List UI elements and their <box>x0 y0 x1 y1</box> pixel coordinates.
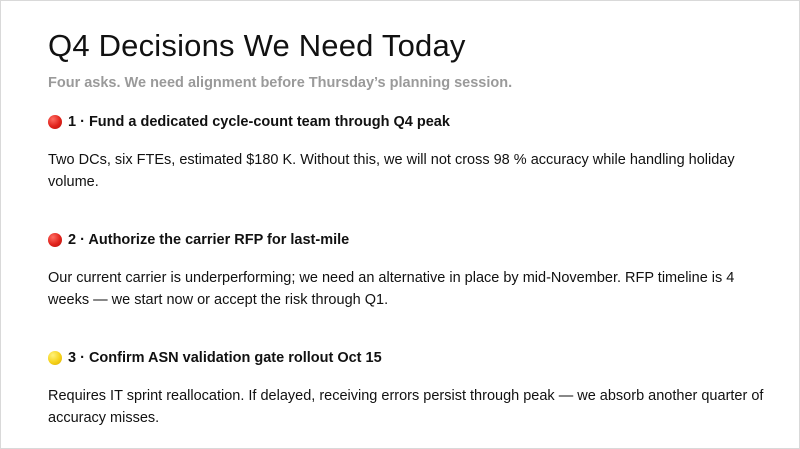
decision-item-3 <box>48 348 768 429</box>
yellow-circle-icon <box>48 351 62 365</box>
decision-header <box>48 230 768 250</box>
slide-subtitle: Four asks. We need alignment before Thursday’s planning session. <box>48 75 513 91</box>
decision-heading: 3 · Confirm ASN validation gate rollout Oct 15 <box>68 350 382 366</box>
decision-body: Our current carrier is underperforming; we need an alternative in place by mid-November. RFP timeline is 4 weeks — we start now or accept the risk through Q1. <box>48 270 735 308</box>
decision-header <box>48 348 768 368</box>
decision-header <box>48 112 768 132</box>
decision-item-1 <box>48 112 768 193</box>
decision-item-2 <box>48 230 768 311</box>
red-circle-icon <box>48 115 62 129</box>
decision-body: Two DCs, six FTEs, estimated $180 K. Without this, we will not cross 98 % accuracy while handling holiday volume. <box>48 152 735 190</box>
decision-heading: 1 · Fund a dedicated cycle-count team through Q4 peak <box>68 114 450 130</box>
red-circle-icon <box>48 233 62 247</box>
slide-title: Q4 Decisions We Need Today <box>48 28 466 63</box>
decision-heading: 2 · Authorize the carrier RFP for last-mile <box>68 232 350 248</box>
decision-body: Requires IT sprint reallocation. If delayed, receiving errors persist through peak — we absorb another quarter of accuracy misses. <box>48 388 764 426</box>
